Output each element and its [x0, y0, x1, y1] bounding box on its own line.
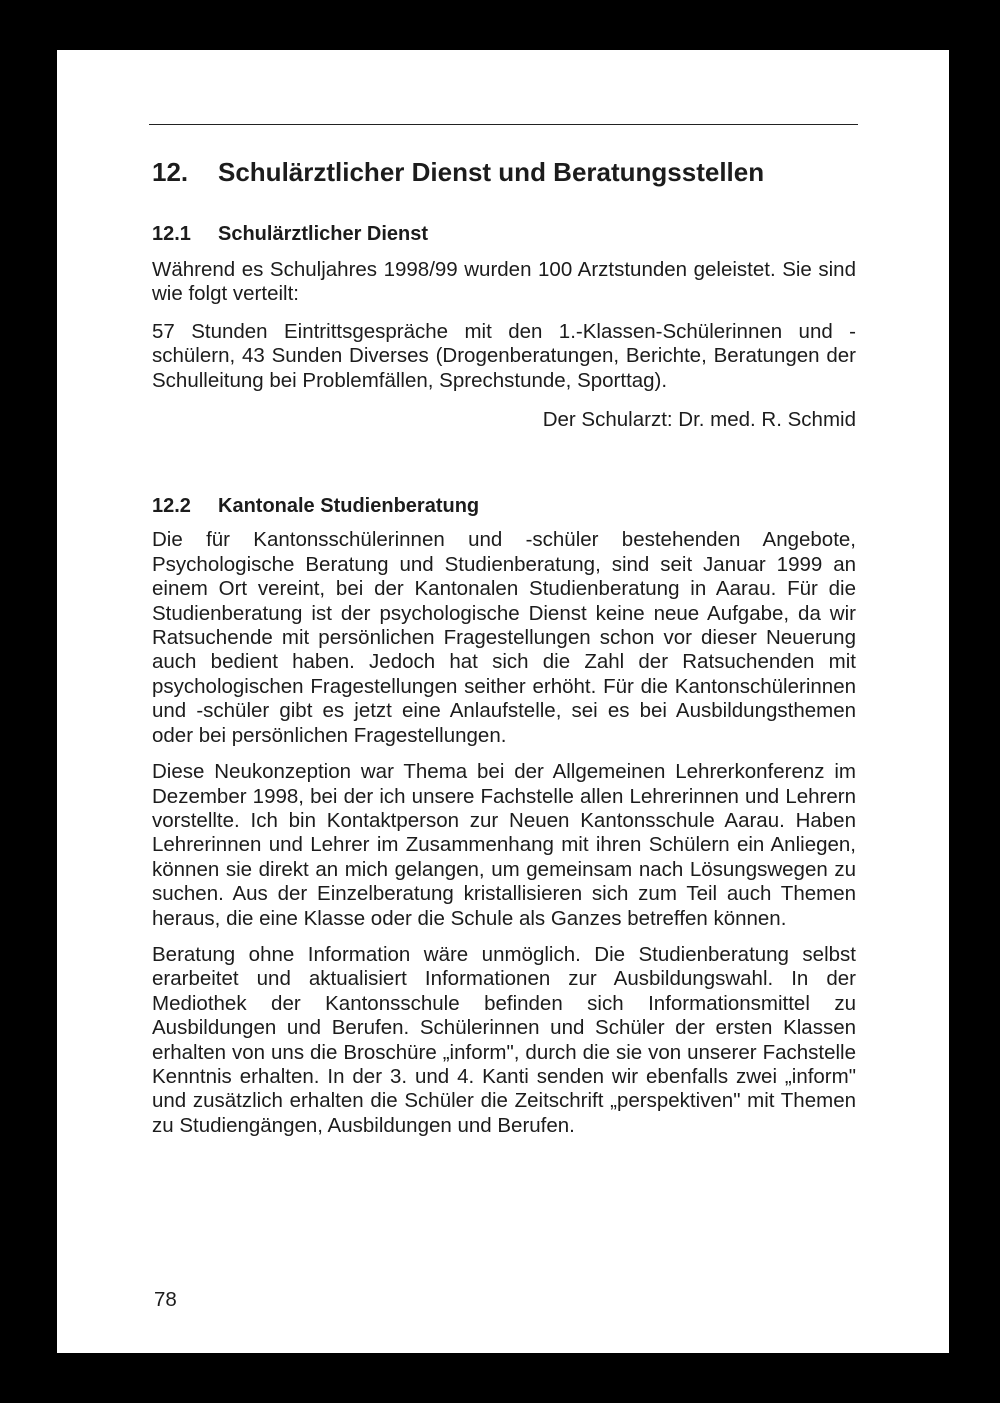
chapter-title: Schulärztlicher Dienst und Beratungsstellen	[218, 157, 765, 187]
section-number: 12.1	[152, 223, 191, 245]
signature: Der Schularzt: Dr. med. R. Schmid	[542, 408, 856, 432]
paragraph: Die für Kantonsschülerinnen und -schüler bestehenden Angebote, Psychologische Beratung und Studienberatung, sind seit Januar 1999 an einem Ort vereint, bei der Kantonalen Studienberatung in Aarau. Für die Studienberatung ist der psychologische Dienst keine neue Aufgabe, da wir Ratsuchende mit persönlichen Fragestellungen schon vor dieser Neuerung auch bedient haben. Jedoch hat sich die Zahl der Ratsuchenden mit psychologischen Fragestellungen seither erhöht. Für die Kantonschülerinnen und -schüler gibt es jetzt eine Anlaufstelle, sei es bei Ausbildungsthemen oder bei persönlichen Fragestellungen.	[152, 528, 856, 747]
section-heading-12-2	[152, 491, 856, 521]
page-number: 78	[154, 1288, 177, 1311]
paragraph: Während es Schuljahres 1998/99 wurden 100 Arztstunden geleistet. Sie sind wie folgt verteilt:	[152, 258, 856, 306]
section-title: Schulärztlicher Dienst	[218, 223, 429, 245]
section-number: 12.2	[152, 495, 191, 518]
section-title: Kantonale Studienberatung	[218, 495, 480, 518]
paragraph: Diese Neukonzeption war Thema bei der Allgemeinen Lehrerkonferenz im Dezember 1998, bei der ich unsere Fachstelle allen Lehrerinnen und Lehrern vorstellte. Ich bin Kontaktperson zur Neuen Kantonsschule Aarau. Haben Lehrerinnen und Lehrer im Zusammenhang mit ihren Schülern ein Anliegen, können sie direkt an mich gelangen, um gemeinsam nach Lösungswegen zu suchen. Aus der Einzelberatung kristallisieren sich zum Teil auch Themen heraus, die eine Klasse oder die Schule als Ganzes betreffen können.	[152, 760, 856, 930]
page-content	[152, 150, 856, 1138]
section-heading-12-1	[152, 219, 856, 249]
chapter-heading	[152, 150, 856, 194]
paragraph: 57 Stunden Eintrittsgespräche mit den 1.-Klassen-Schülerinnen und -schülern, 43 Sunden Diverses (Drogenberatungen, Berichte, Beratungen der Schulleitung bei Problemfällen, Sprechstunde, Sporttag).	[152, 319, 856, 392]
header-rule	[149, 124, 858, 125]
document-page	[57, 50, 949, 1353]
paragraph: Beratung ohne Information wäre unmöglich. Die Studienberatung selbst erarbeitet und aktualisiert Informationen zur Ausbildungswahl. In der Mediothek der Kantonsschule befinden sich Informationsmittel zu Ausbildungen und Berufen. Schülerinnen und Schüler der ersten Klassen erhalten von uns die Broschüre „inform", durch die sie von unserer Fachstelle Kenntnis erhalten. In der 3. und 4. Kanti senden wir ebenfalls zwei „inform" und zusätzlich erhalten die Schüler die Zeitschrift „perspektiven" mit Themen zu Studiengängen, Ausbildungen und Berufen.	[152, 942, 856, 1137]
chapter-number: 12.	[152, 157, 189, 187]
